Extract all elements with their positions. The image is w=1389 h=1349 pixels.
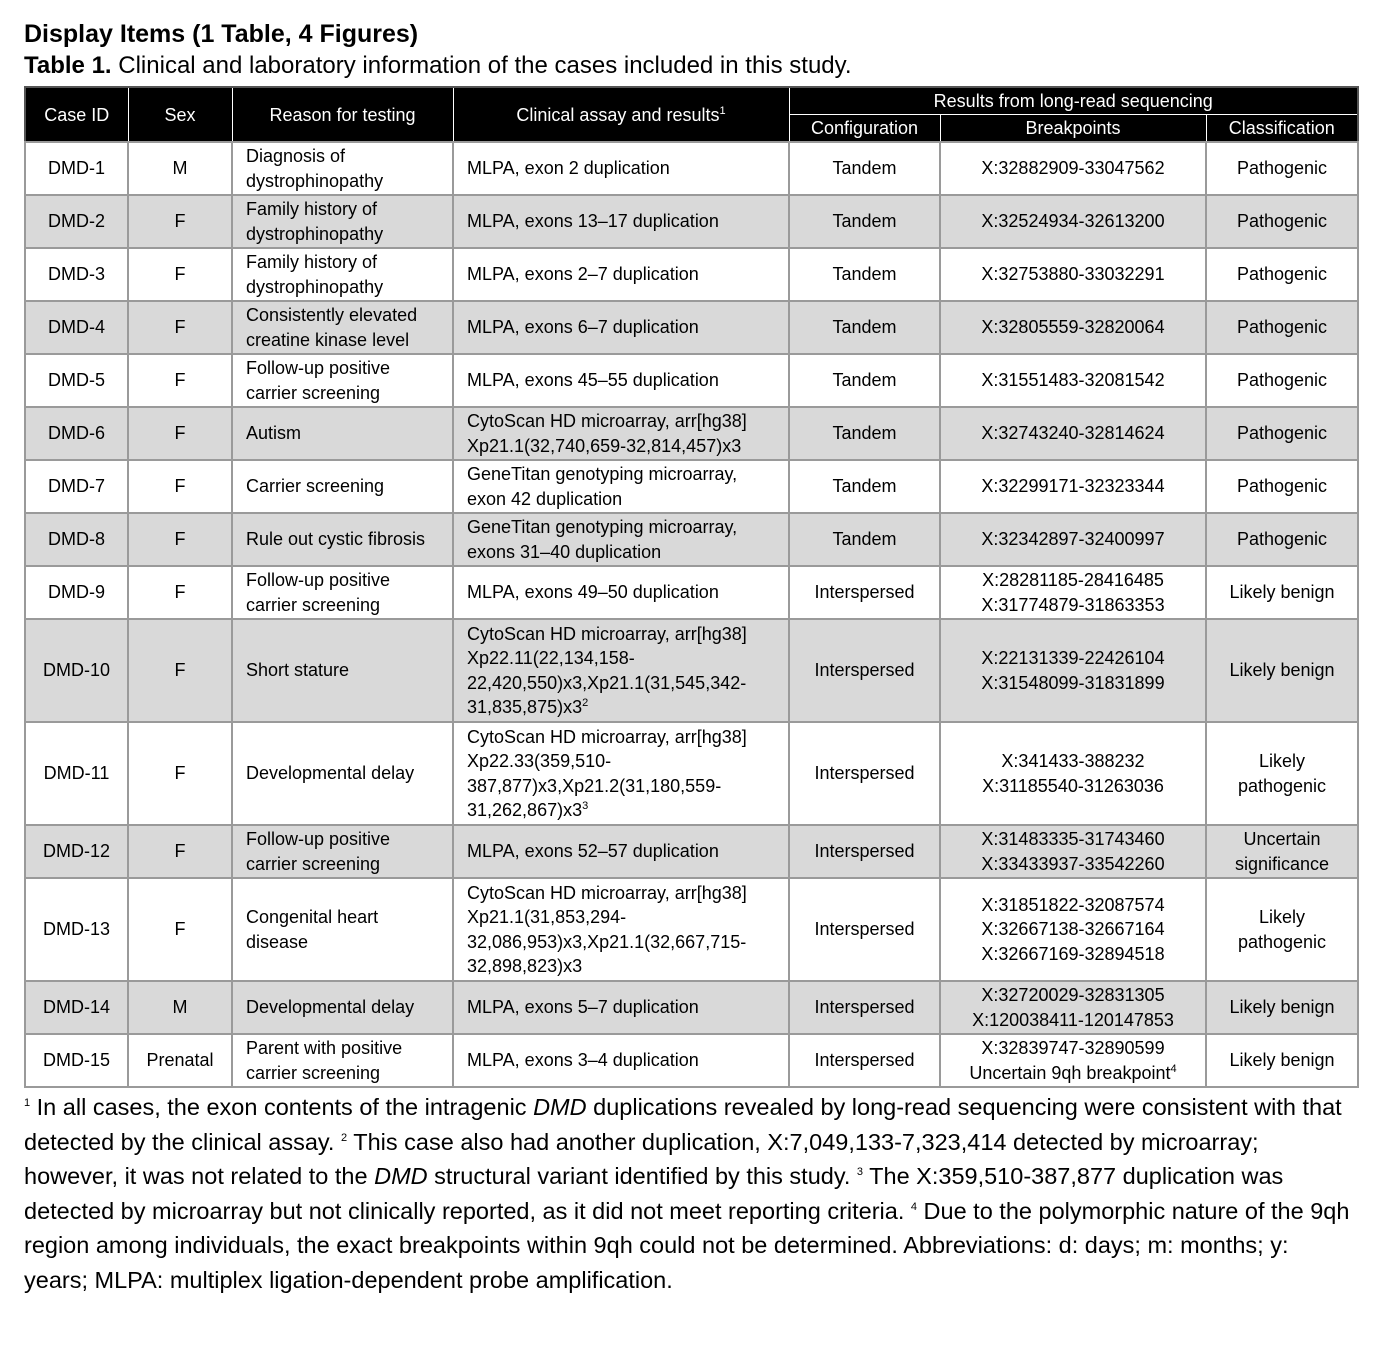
breakpoint-text: X:32667169-32894518	[981, 943, 1165, 964]
cell-assay-text: CytoScan HD microarray, arr[hg38] Xp21.1(32,740,659-32,814,457)x3	[467, 411, 747, 456]
breakpoint-text: X:32882909-33047562	[981, 158, 1165, 179]
cell-breakpoints	[940, 619, 1206, 722]
breakpoint-text: X:31551483-32081542	[981, 370, 1165, 391]
cell-classification: Pathogenic	[1206, 195, 1358, 248]
cell-case-id: DMD-8	[25, 513, 128, 566]
table-row	[25, 1034, 1358, 1087]
breakpoint-line	[949, 593, 1197, 618]
cell-configuration: Interspersed	[789, 722, 940, 825]
breakpoint-text: X:32667138-32667164	[981, 919, 1165, 940]
breakpoint-line	[949, 1036, 1197, 1061]
cell-classification: Uncertain significance	[1206, 825, 1358, 878]
breakpoint-line	[949, 209, 1197, 234]
cell-breakpoints	[940, 722, 1206, 825]
cell-reason: Family history of dystrophinopathy	[232, 248, 453, 301]
table-row	[25, 513, 1358, 566]
cell-assay-text: CytoScan HD microarray, arr[hg38] Xp21.1(31,853,294-32,086,953)x3,Xp21.1(32,667,715-32,898,823)x3	[467, 882, 747, 976]
cell-assay	[453, 981, 789, 1034]
cell-configuration: Interspersed	[789, 981, 940, 1034]
breakpoint-text: X:33433937-33542260	[981, 853, 1165, 874]
cell-assay	[453, 1034, 789, 1087]
breakpoint-line	[949, 568, 1197, 593]
cell-assay-text: MLPA, exons 5–7 duplication	[467, 997, 699, 1018]
cell-configuration: Tandem	[789, 513, 940, 566]
cell-sex: F	[128, 354, 232, 407]
breakpoint-text: X:120038411-120147853	[972, 1009, 1174, 1030]
cell-assay-text: MLPA, exons 3–4 duplication	[467, 1050, 699, 1071]
breakpoint-footnote-ref: 4	[1170, 1062, 1177, 1075]
cell-assay-text: MLPA, exons 49–50 duplication	[467, 582, 719, 603]
breakpoint-line	[949, 852, 1197, 877]
header-case-id: Case ID	[25, 87, 128, 142]
cell-breakpoints	[940, 195, 1206, 248]
footnote-text: duplications revealed by long-read sequencing were consistent with that detected by the clinical assay.	[24, 1094, 1342, 1155]
cell-case-id: DMD-5	[25, 354, 128, 407]
breakpoint-text: X:32839747-32890599	[981, 1038, 1165, 1058]
cell-assay	[453, 142, 789, 195]
breakpoint-line	[949, 671, 1197, 696]
breakpoint-text: X:28281185-28416485	[982, 570, 1164, 590]
table-row	[25, 460, 1358, 513]
breakpoint-line	[949, 262, 1197, 287]
breakpoint-line	[949, 474, 1197, 499]
cell-sex: F	[128, 878, 232, 981]
footnote-marker-3: 3	[856, 1166, 864, 1179]
table-row	[25, 195, 1358, 248]
cell-assay-text: MLPA, exons 13–17 duplication	[467, 211, 719, 232]
breakpoint-line	[949, 749, 1197, 774]
cell-assay	[453, 878, 789, 981]
cell-breakpoints	[940, 248, 1206, 301]
breakpoint-text: X:31774879-31863353	[981, 594, 1165, 615]
cell-breakpoints	[940, 1034, 1206, 1087]
cell-sex: F	[128, 513, 232, 566]
cell-assay-text: MLPA, exons 2–7 duplication	[467, 264, 699, 285]
table-body	[25, 142, 1358, 1087]
cell-assay-text: CytoScan HD microarray, arr[hg38] Xp22.11(22,134,158-22,420,550)x3,Xp21.1(31,545,342-31,835,875)x3	[467, 623, 747, 717]
cell-assay	[453, 407, 789, 460]
breakpoint-line	[949, 646, 1197, 671]
cell-assay-text: MLPA, exon 2 duplication	[467, 158, 670, 179]
cell-assay-text: MLPA, exons 52–57 duplication	[467, 841, 719, 862]
cell-sex: F	[128, 407, 232, 460]
breakpoint-text: X:31185540-31263036	[982, 775, 1164, 796]
cell-case-id: DMD-9	[25, 566, 128, 619]
footnote-marker-4: 4	[910, 1200, 918, 1213]
table-row	[25, 301, 1358, 354]
table-caption	[24, 50, 1365, 82]
cell-case-id: DMD-3	[25, 248, 128, 301]
table-row	[25, 354, 1358, 407]
table-row	[25, 981, 1358, 1034]
table-row	[25, 825, 1358, 878]
cell-case-id: DMD-11	[25, 722, 128, 825]
cell-classification: Pathogenic	[1206, 354, 1358, 407]
cell-assay	[453, 301, 789, 354]
cell-reason: Follow-up positive carrier screening	[232, 825, 453, 878]
cell-configuration: Tandem	[789, 460, 940, 513]
cell-classification: Pathogenic	[1206, 513, 1358, 566]
header-reason: Reason for testing	[232, 87, 453, 142]
cell-classification: Pathogenic	[1206, 248, 1358, 301]
cell-sex: F	[128, 460, 232, 513]
cell-case-id: DMD-4	[25, 301, 128, 354]
cell-classification: Likely pathogenic	[1206, 722, 1358, 825]
cell-configuration: Interspersed	[789, 1034, 940, 1087]
cell-case-id: DMD-7	[25, 460, 128, 513]
cell-configuration: Tandem	[789, 301, 940, 354]
table-caption-label: Table 1.	[24, 52, 112, 79]
cell-breakpoints	[940, 460, 1206, 513]
table-row	[25, 566, 1358, 619]
cell-sex: F	[128, 722, 232, 825]
breakpoint-text: Uncertain 9qh breakpoint	[969, 1062, 1171, 1083]
table-row	[25, 248, 1358, 301]
cell-assay	[453, 619, 789, 722]
cell-sex: M	[128, 142, 232, 195]
cell-assay	[453, 825, 789, 878]
cell-sex: F	[128, 301, 232, 354]
cell-sex: F	[128, 825, 232, 878]
cell-configuration: Interspersed	[789, 619, 940, 722]
cell-configuration: Tandem	[789, 248, 940, 301]
breakpoint-text: X:31851822-32087574	[981, 894, 1165, 915]
cell-assay-text: MLPA, exons 45–55 duplication	[467, 370, 719, 391]
clinical-info-table	[24, 86, 1359, 1088]
footnote-text: This case also had another duplication, X:7,049,133-7,323,414 detected by microarray; however, it was not related to the	[24, 1128, 1259, 1190]
footnote-marker-1: 1	[24, 1097, 31, 1110]
cell-reason: Congenital heart disease	[232, 878, 453, 981]
cell-reason: Short stature	[232, 619, 453, 722]
table-caption-text: Clinical and laboratory information of the cases included in this study.	[118, 52, 852, 79]
breakpoint-text: X:32743240-32814624	[981, 423, 1165, 444]
cell-classification: Likely benign	[1206, 619, 1358, 722]
cell-configuration: Tandem	[789, 354, 940, 407]
breakpoint-text: X:22131339-22426104	[981, 648, 1165, 668]
header-sex: Sex	[128, 87, 232, 142]
cell-sex: F	[128, 248, 232, 301]
footnote-text: In all cases, the exon contents of the intragenic	[30, 1094, 534, 1120]
breakpoint-text: X:32753880-33032291	[981, 264, 1165, 285]
cell-classification: Pathogenic	[1206, 460, 1358, 513]
cell-breakpoints	[940, 142, 1206, 195]
display-items-heading: Display Items (1 Table, 4 Figures)	[24, 20, 419, 48]
cell-classification: Pathogenic	[1206, 301, 1358, 354]
breakpoint-text: X:31483335-31743460	[981, 829, 1165, 849]
cell-reason: Autism	[232, 407, 453, 460]
cell-assay-text: MLPA, exons 6–7 duplication	[467, 317, 699, 338]
header-breakpoints: Breakpoints	[940, 115, 1206, 143]
cell-breakpoints	[940, 566, 1206, 619]
breakpoint-line	[949, 421, 1197, 446]
table-row	[25, 619, 1358, 722]
cell-classification: Pathogenic	[1206, 142, 1358, 195]
breakpoint-text: X:32342897-32400997	[981, 529, 1165, 550]
breakpoint-text: X:32720029-32831305	[981, 985, 1165, 1005]
cell-assay-text: GeneTitan genotyping microarray, exon 42 duplication	[467, 464, 738, 509]
breakpoint-line	[949, 156, 1197, 181]
header-assay	[453, 87, 789, 142]
cell-classification: Likely benign	[1206, 566, 1358, 619]
cell-breakpoints	[940, 407, 1206, 460]
breakpoint-line	[949, 942, 1197, 967]
cell-reason: Family history of dystrophinopathy	[232, 195, 453, 248]
cell-case-id: DMD-12	[25, 825, 128, 878]
breakpoint-line	[949, 893, 1197, 918]
cell-assay	[453, 354, 789, 407]
cell-case-id: DMD-15	[25, 1034, 128, 1087]
cell-configuration: Tandem	[789, 142, 940, 195]
cell-reason: Developmental delay	[232, 981, 453, 1034]
footnote-gene-name: DMD	[374, 1163, 428, 1190]
assay-footnote-ref: 2	[582, 697, 589, 709]
cell-case-id: DMD-6	[25, 407, 128, 460]
cell-assay-text: GeneTitan genotyping microarray, exons 31–40 duplication	[467, 517, 738, 562]
header-configuration: Configuration	[789, 115, 940, 143]
footnote-text: The X:359,510-387,877 duplication was detected by microarray but not clinically reported, as it did not meet reporting criteria.	[24, 1163, 1284, 1224]
cell-assay	[453, 195, 789, 248]
header-assay-label: Clinical assay and results	[516, 104, 720, 125]
cell-case-id: DMD-14	[25, 981, 128, 1034]
breakpoint-line	[949, 368, 1197, 393]
cell-configuration: Tandem	[789, 407, 940, 460]
footnote-marker-2: 2	[341, 1131, 348, 1144]
table-row	[25, 407, 1358, 460]
cell-classification: Likely benign	[1206, 981, 1358, 1034]
cell-assay	[453, 513, 789, 566]
header-assay-footnote-ref: 1	[719, 104, 726, 117]
cell-breakpoints	[940, 878, 1206, 981]
cell-breakpoints	[940, 354, 1206, 407]
footnote-text: Due to the polymorphic nature of the 9qh region among individuals, the exact breakpoints within 9qh could not be determined. Abbreviations: d: days; m: months; y: years; MLPA: multiplex ligation-dependent probe amplification.	[24, 1197, 1350, 1293]
cell-reason: Carrier screening	[232, 460, 453, 513]
footnote-gene-name: DMD	[533, 1094, 587, 1120]
cell-assay	[453, 722, 789, 825]
breakpoint-line	[949, 827, 1197, 852]
cell-classification: Likely benign	[1206, 1034, 1358, 1087]
cell-reason: Parent with positive carrier screening	[232, 1034, 453, 1087]
cell-breakpoints	[940, 825, 1206, 878]
breakpoint-line	[949, 774, 1197, 799]
breakpoint-text: X:31548099-31831899	[981, 672, 1165, 693]
cell-assay	[453, 248, 789, 301]
cell-case-id: DMD-13	[25, 878, 128, 981]
table-row	[25, 142, 1358, 195]
cell-reason: Follow-up positive carrier screening	[232, 566, 453, 619]
assay-footnote-ref: 3	[582, 800, 589, 812]
cell-sex: F	[128, 195, 232, 248]
cell-case-id: DMD-1	[25, 142, 128, 195]
cell-sex: Prenatal	[128, 1034, 232, 1087]
cell-assay	[453, 566, 789, 619]
breakpoint-line	[949, 527, 1197, 552]
cell-sex: F	[128, 566, 232, 619]
breakpoint-text: X:32524934-32613200	[981, 211, 1165, 232]
breakpoint-line	[949, 315, 1197, 340]
breakpoint-line	[949, 917, 1197, 942]
cell-sex: F	[128, 619, 232, 722]
cell-breakpoints	[940, 513, 1206, 566]
cell-classification: Likely pathogenic	[1206, 878, 1358, 981]
cell-classification: Pathogenic	[1206, 407, 1358, 460]
cell-configuration: Tandem	[789, 195, 940, 248]
cell-reason: Consistently elevated creatine kinase level	[232, 301, 453, 354]
cell-reason: Developmental delay	[232, 722, 453, 825]
footnote-text: structural variant identified by this study.	[427, 1163, 857, 1190]
table-row	[25, 722, 1358, 825]
header-classification: Classification	[1206, 115, 1358, 143]
table-row	[25, 878, 1358, 981]
header-long-read-group: Results from long-read sequencing	[789, 87, 1358, 115]
breakpoint-line	[949, 983, 1197, 1008]
table-footnote	[24, 1090, 1354, 1298]
cell-assay-text: CytoScan HD microarray, arr[hg38] Xp22.33(359,510-387,877)x3,Xp21.2(31,180,559-31,262,867)x3	[467, 726, 747, 820]
cell-reason: Diagnosis of dystrophinopathy	[232, 142, 453, 195]
cell-sex: M	[128, 981, 232, 1034]
cell-configuration: Interspersed	[789, 825, 940, 878]
cell-breakpoints	[940, 301, 1206, 354]
cell-assay	[453, 460, 789, 513]
breakpoint-line	[949, 1061, 1197, 1086]
cell-case-id: DMD-10	[25, 619, 128, 722]
breakpoint-line	[949, 1008, 1197, 1033]
cell-case-id: DMD-2	[25, 195, 128, 248]
breakpoint-text: X:341433-388232	[1001, 751, 1145, 771]
cell-configuration: Interspersed	[789, 878, 940, 981]
breakpoint-text: X:32299171-32323344	[981, 476, 1165, 497]
cell-breakpoints	[940, 981, 1206, 1034]
cell-reason: Follow-up positive carrier screening	[232, 354, 453, 407]
cell-reason: Rule out cystic fibrosis	[232, 513, 453, 566]
breakpoint-text: X:32805559-32820064	[981, 317, 1165, 338]
cell-configuration: Interspersed	[789, 566, 940, 619]
